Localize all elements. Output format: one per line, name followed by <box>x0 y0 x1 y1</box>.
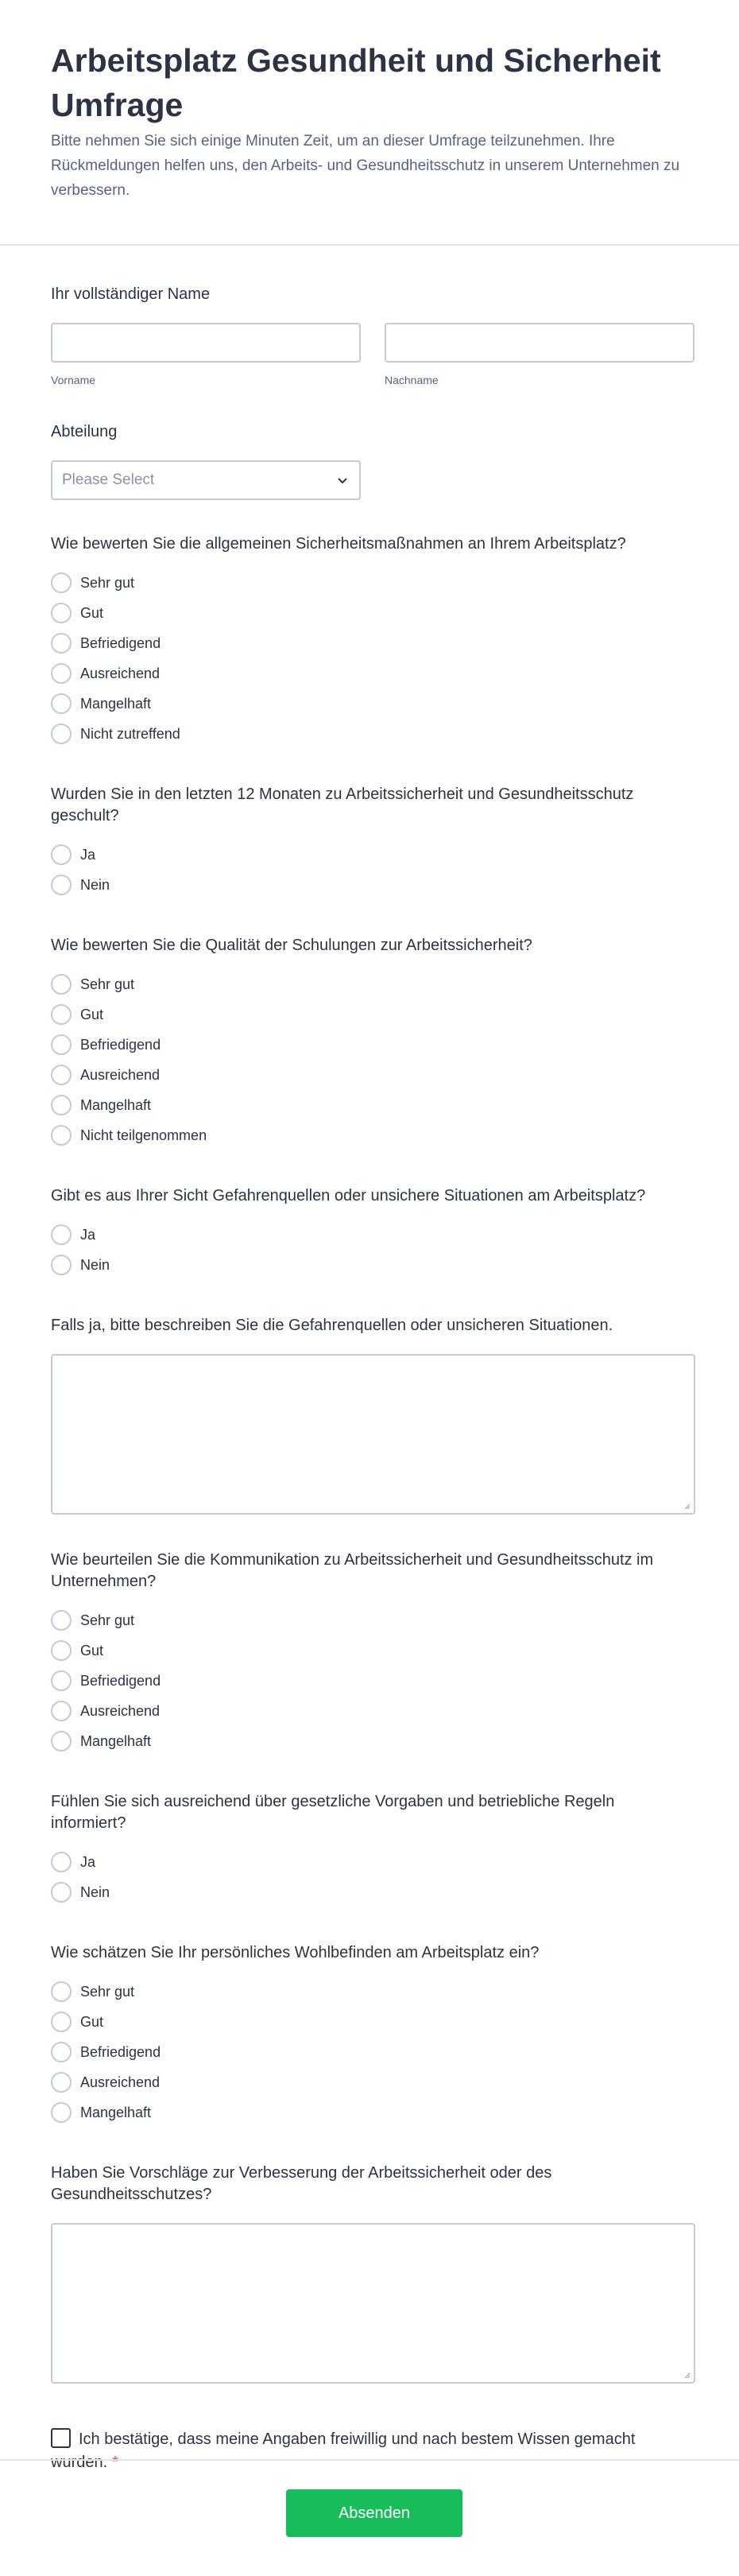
wellbeing-question <box>51 1942 688 2128</box>
radio-option-label: Nein <box>80 876 110 893</box>
radio-button[interactable] <box>51 724 72 744</box>
submit-button[interactable]: Absenden <box>286 2489 462 2537</box>
radio-option-label: Gut <box>80 604 104 621</box>
radio-button[interactable] <box>51 1004 72 1025</box>
radio-button[interactable] <box>51 2042 72 2062</box>
radio-option[interactable] <box>51 658 688 689</box>
radio-option[interactable] <box>51 1877 688 1907</box>
hazard-description-textarea[interactable] <box>51 1354 695 1515</box>
radio-option-label: Mangelhaft <box>80 2104 152 2120</box>
training-received-label: Wurden Sie in den letzten 12 Monaten zu Arbeitssicherheit und Gesundheitsschutz geschult? <box>51 786 634 824</box>
last-name-input[interactable] <box>385 323 695 363</box>
radio-button[interactable] <box>51 1125 72 1146</box>
radio-button[interactable] <box>51 2012 72 2032</box>
radio-option[interactable] <box>51 689 688 719</box>
first-name-input[interactable] <box>51 323 361 363</box>
radio-option-label: Mangelhaft <box>80 1732 152 1749</box>
radio-option-label: Befriedigend <box>80 634 161 651</box>
radio-button[interactable] <box>51 603 72 623</box>
radio-option[interactable] <box>51 2037 688 2067</box>
radio-option-label: Sehr gut <box>80 976 135 992</box>
hazard-description-question <box>51 1315 688 1515</box>
radio-option-label: Ausreichend <box>80 2074 161 2090</box>
training-received-question <box>51 784 688 900</box>
department-label: Abteilung <box>51 423 118 440</box>
radio-option[interactable] <box>51 568 688 598</box>
communication-label: Wie beurteilen Sie die Kommunikation zu Arbeitssicherheit und Gesundheitsschutz im Unternehmen? <box>51 1551 654 1590</box>
radio-option[interactable] <box>51 1250 688 1280</box>
radio-option[interactable] <box>51 1030 688 1060</box>
radio-option-label: Sehr gut <box>80 574 135 591</box>
radio-button[interactable] <box>51 1670 72 1691</box>
training-quality-label: Wie bewerten Sie die Qualität der Schulungen zur Arbeitssicherheit? <box>51 937 532 954</box>
chevron-down-icon <box>335 473 350 487</box>
radio-button[interactable] <box>51 2072 72 2093</box>
radio-option[interactable] <box>51 840 688 870</box>
consent-label: Ich bestätige, dass meine Angaben freiwillig und nach bestem Wissen gemacht wurden. <box>51 2431 636 2471</box>
safety-measures-question <box>51 533 688 749</box>
first-name-sublabel: Vorname <box>51 374 96 386</box>
radio-button[interactable] <box>51 1852 72 1872</box>
radio-option-label: Nicht teilgenommen <box>80 1127 207 1143</box>
radio-option-label: Ja <box>80 846 96 863</box>
radio-button[interactable] <box>51 1224 72 1245</box>
form-header <box>0 0 739 246</box>
last-name-sublabel: Nachname <box>385 374 439 386</box>
suggestions-label: Haben Sie Vorschläge zur Verbesserung der Arbeitssicherheit oder des Gesundheitsschutzes? <box>51 2164 552 2203</box>
radio-option[interactable] <box>51 1977 688 2007</box>
resize-grip-icon[interactable] <box>683 2371 691 2379</box>
radio-option-label: Nein <box>80 1256 110 1273</box>
radio-option[interactable] <box>51 1220 688 1250</box>
informed-label: Fühlen Sie sich ausreichend über gesetzliche Vorgaben und betriebliche Regeln informiert? <box>51 1793 615 1832</box>
informed-question <box>51 1791 688 1907</box>
radio-button[interactable] <box>51 2102 72 2123</box>
radio-button[interactable] <box>51 1731 72 1752</box>
radio-option[interactable] <box>51 870 688 900</box>
radio-option[interactable] <box>51 969 688 999</box>
full-name-label: Ihr vollständiger Name <box>51 285 211 303</box>
radio-option-label: Ja <box>80 1226 96 1243</box>
radio-option-label: Befriedigend <box>80 2043 161 2060</box>
communication-question <box>51 1550 688 1756</box>
radio-option[interactable] <box>51 1635 688 1666</box>
radio-option[interactable] <box>51 999 688 1030</box>
hazard-description-label: Falls ja, bitte beschreiben Sie die Gefahrenquellen oder unsicheren Situationen. <box>51 1317 613 1334</box>
radio-option[interactable] <box>51 1605 688 1635</box>
department-question <box>51 421 688 500</box>
radio-option-label: Nein <box>80 1884 110 1900</box>
consent-checkbox[interactable] <box>51 2428 71 2448</box>
radio-option[interactable] <box>51 1696 688 1726</box>
radio-option-label: Mangelhaft <box>80 695 152 712</box>
radio-option-label: Nicht zutreffend <box>80 725 180 742</box>
form-title: Arbeitsplatz Gesundheit und Sicherheit Umfrage <box>51 42 661 123</box>
radio-option[interactable] <box>51 2097 688 2128</box>
radio-button[interactable] <box>51 1981 72 2002</box>
radio-option-label: Gut <box>80 1642 104 1658</box>
radio-button[interactable] <box>51 572 72 593</box>
radio-button[interactable] <box>51 1701 72 1721</box>
radio-option[interactable] <box>51 719 688 749</box>
radio-button[interactable] <box>51 1255 72 1275</box>
radio-button[interactable] <box>51 663 72 684</box>
radio-button[interactable] <box>51 1882 72 1903</box>
full-name-question <box>51 284 688 386</box>
radio-option-label: Befriedigend <box>80 1036 161 1053</box>
hazards-label: Gibt es aus Ihrer Sicht Gefahrenquellen oder unsichere Situationen am Arbeitsplatz? <box>51 1187 646 1205</box>
form-footer <box>0 2459 739 2576</box>
required-marker: * <box>112 2454 118 2471</box>
radio-option-label: Gut <box>80 1006 104 1022</box>
radio-option[interactable] <box>51 1120 688 1150</box>
radio-option-label: Ausreichend <box>80 665 161 681</box>
radio-option-label: Sehr gut <box>80 1983 135 2000</box>
radio-option[interactable] <box>51 1060 688 1090</box>
radio-option-label: Ja <box>80 1853 96 1870</box>
survey-form <box>0 284 739 2474</box>
radio-option[interactable] <box>51 2067 688 2097</box>
radio-button[interactable] <box>51 1610 72 1631</box>
radio-option[interactable] <box>51 2007 688 2037</box>
radio-option-label: Ausreichend <box>80 1066 161 1083</box>
radio-button[interactable] <box>51 875 72 895</box>
form-description: Bitte nehmen Sie sich einige Minuten Zeit, um an dieser Umfrage teilzunehmen. Ihre Rückmeldungen helfen uns, den Arbeits- und Gesundheitsschutz in unserem Unternehmen zu verbessern. <box>51 133 680 199</box>
suggestions-question <box>51 2163 688 2384</box>
radio-option-label: Befriedigend <box>80 1672 161 1689</box>
radio-option-label: Gut <box>80 2013 104 2030</box>
radio-button[interactable] <box>51 1640 72 1661</box>
radio-option[interactable] <box>51 598 688 628</box>
resize-grip-icon[interactable] <box>683 1502 691 1510</box>
wellbeing-label: Wie schätzen Sie Ihr persönliches Wohlbefinden am Arbeitsplatz ein? <box>51 1944 540 1961</box>
radio-button[interactable] <box>51 974 72 995</box>
safety-measures-label: Wie bewerten Sie die allgemeinen Sicherheitsmaßnahmen an Ihrem Arbeitsplatz? <box>51 535 626 553</box>
radio-button[interactable] <box>51 1034 72 1055</box>
radio-option[interactable] <box>51 1666 688 1696</box>
hazards-question <box>51 1185 688 1280</box>
suggestions-textarea[interactable] <box>51 2223 695 2384</box>
radio-button[interactable] <box>51 693 72 714</box>
radio-option-label: Ausreichend <box>80 1702 161 1719</box>
radio-option[interactable] <box>51 1726 688 1756</box>
training-quality-question <box>51 935 688 1150</box>
radio-button[interactable] <box>51 844 72 865</box>
radio-button[interactable] <box>51 1065 72 1085</box>
radio-button[interactable] <box>51 1095 72 1115</box>
department-selected-value: Please Select <box>62 471 155 488</box>
radio-option-label: Mangelhaft <box>80 1096 152 1113</box>
radio-option[interactable] <box>51 1847 688 1877</box>
radio-option-label: Sehr gut <box>80 1612 135 1628</box>
radio-button[interactable] <box>51 633 72 654</box>
department-select[interactable] <box>51 460 361 500</box>
radio-option[interactable] <box>51 628 688 658</box>
radio-option[interactable] <box>51 1090 688 1120</box>
